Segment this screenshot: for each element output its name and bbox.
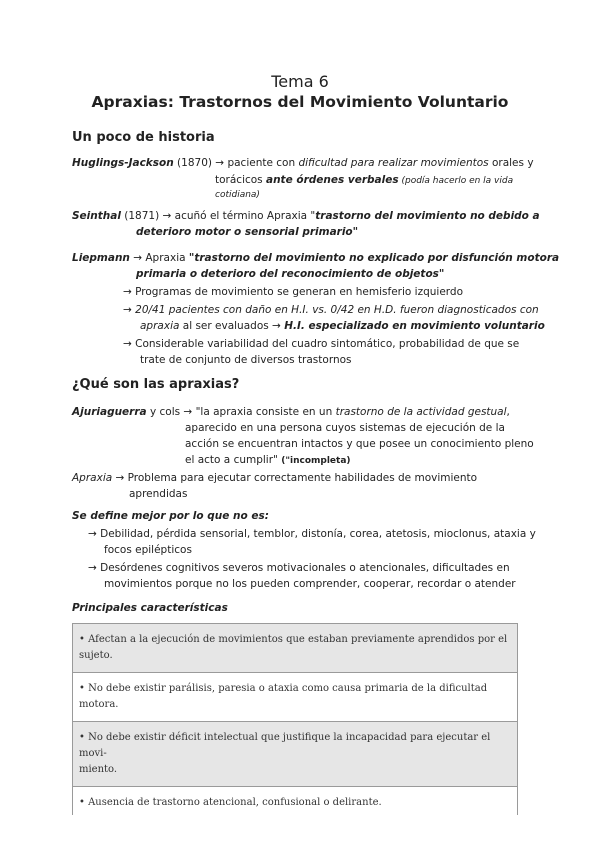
- characteristic-text-cont: miento.: [79, 764, 118, 775]
- liepmann-t0: → Apraxia: [129, 252, 189, 264]
- section-heading-history: Un poco de historia: [72, 130, 215, 145]
- liepmann-emph: "trastorno del movimiento no explicado por disfunción motora: [188, 252, 560, 264]
- define-bullet-1-cont: focos epilépticos: [104, 544, 192, 556]
- liepmann-b2e: H.I. especializado en movimiento voluntario: [284, 320, 545, 332]
- characteristic-text: • Ausencia de trastorno atencional, confusional o delirante.: [79, 797, 382, 808]
- liepmann-bullet-3-cont: trate de conjunto de diversos trastornos: [140, 354, 352, 366]
- liepmann-b2c: apraxia: [140, 320, 180, 332]
- liepmann-bullet-2-cont: [140, 317, 545, 335]
- liepmann-b2b: 20/41 pacientes con daño en H.I. vs. 0/42 en H.D. fueron diagnosticados con: [135, 304, 539, 316]
- define-bullet-2-cont: movimientos porque no los pueden comprender, cooperar, recordar o atender: [104, 578, 516, 590]
- characteristic-text: • No debe existir déficit intelectual que justifique la incapacidad para ejecutar el movi-: [79, 732, 491, 759]
- ajur-t2: ,: [506, 406, 510, 418]
- define-bullet-2: → Desórdenes cognitivos severos motivacionales o atencionales, dificultades en: [88, 562, 510, 574]
- characteristics-heading: Principales características: [72, 602, 228, 614]
- hughlings-l2c: (podía hacerlo en la vida: [398, 176, 514, 186]
- liepmann-bullet-3: → Considerable variabilidad del cuadro sintomático, probabilidad de que se: [123, 338, 520, 350]
- define-heading: Se define mejor por lo que no es:: [72, 510, 269, 522]
- characteristic-row: [72, 722, 518, 787]
- liepmann-line-2: primaria o deterioro del reconocimiento de objetos": [136, 268, 445, 280]
- hughlings-name: Huglings-Jackson: [72, 157, 174, 169]
- ajur-t0: y cols → "la apraxia consiste en un: [146, 406, 336, 418]
- ajur-l4a: el acto a cumplir": [185, 454, 282, 466]
- hughlings-text2: orales y: [488, 157, 534, 169]
- apraxia-name: Apraxia: [72, 472, 113, 484]
- define-bullet-1: → Debilidad, pérdida sensorial, temblor, distonía, corea, atetosis, mioclonus, ataxia y: [88, 528, 536, 540]
- topic-number: Tema 6: [271, 72, 329, 91]
- hughlings-text: paciente con: [227, 157, 299, 169]
- liepmann-bullet-1: → Programas de movimiento se generan en hemisferio izquierdo: [123, 286, 463, 298]
- ajur-line-2: aparecido en una persona cuyos sistemas de ejecución de la: [185, 422, 505, 434]
- page-title: Apraxias: Trastornos del Movimiento Voluntario: [91, 93, 509, 111]
- hughlings-line-1: [72, 154, 534, 172]
- ajur-line-4: [185, 451, 351, 470]
- characteristics-table: [72, 623, 518, 815]
- characteristic-text: • Afectan a la ejecución de movimientos que estaban previamente aprendidos por el sujeto.: [79, 634, 508, 661]
- hughlings-line-3: cotidiana): [215, 190, 260, 200]
- characteristic-text: • No debe existir parálisis, paresia o ataxia como causa primaria de la dificultad motora.: [79, 683, 488, 710]
- ajur-l4b: ("incompleta): [281, 456, 351, 466]
- hughlings-emph: dificultad para realizar movimientos: [298, 157, 489, 169]
- seinthal-name: Seinthal: [72, 210, 121, 222]
- hughlings-year: (1870) →: [173, 157, 228, 169]
- liepmann-b2a: →: [123, 304, 136, 316]
- seinthal-emph: trastorno del movimiento no debido a: [315, 210, 540, 222]
- seinthal-line-2: deterioro motor o sensorial primario": [136, 226, 359, 238]
- characteristic-row: [72, 623, 518, 673]
- hughlings-l2a: torácicos: [215, 174, 266, 186]
- ajur-line-3: acción se encuentran intactos y que posee un conocimiento pleno: [185, 438, 534, 450]
- hughlings-l2b: ante órdenes verbales: [266, 174, 399, 186]
- section-heading-what: ¿Qué son las apraxias?: [72, 377, 240, 392]
- seinthal-year: (1871) → acuñó el término Apraxia ": [120, 210, 316, 222]
- apraxia-t0: → Problema para ejecutar correctamente habilidades de movimiento: [112, 472, 478, 484]
- characteristic-row: [72, 673, 518, 722]
- apraxia-line-2: aprendidas: [129, 488, 188, 500]
- liepmann-b2d: al ser evaluados →: [179, 320, 285, 332]
- characteristic-row: [72, 787, 518, 815]
- liepmann-name: Liepmann: [72, 252, 130, 264]
- ajur-name: Ajuriaguerra: [72, 406, 147, 418]
- ajur-emph: trastorno de la actividad gestual: [335, 406, 507, 418]
